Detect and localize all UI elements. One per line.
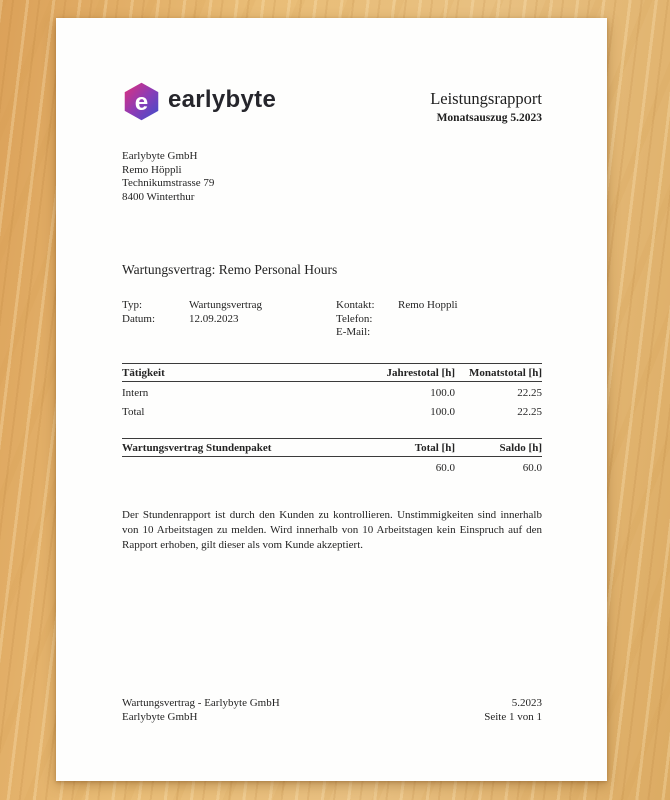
logo-monogram: e [134,89,149,117]
page-header [122,82,542,124]
field-datum [122,313,336,327]
activity-row-total [122,401,542,420]
page-footer [122,697,542,724]
package-table-header [122,439,542,457]
meta-fields [122,299,542,340]
cell-package-name [122,462,335,474]
cell-monatstotal: 22.25 [517,386,542,399]
footer-page-number: Seite 1 von 1 [484,710,542,723]
cell-activity: Total [122,405,145,418]
footer-company: Earlybyte GmbH [122,710,198,723]
activity-table [122,363,542,420]
activity-table-header [122,364,542,382]
field-datum-value: 12.09.2023 [189,312,239,325]
report-page [56,18,607,781]
activity-col-jahrestotal: Jahrestotal [h] [386,366,455,379]
brand-wordmark: earlybyte [168,86,277,113]
sender-company: Earlybyte GmbH [122,150,198,162]
field-email [336,326,542,340]
earlybyte-logo [122,82,276,121]
activity-row-intern [122,382,542,401]
activity-col-monatstotal: Monatstotal [h] [468,366,542,379]
sender-street: Technikumstrasse 79 [122,177,215,189]
meta-fields-right [336,299,542,340]
sender-person: Remo Höppli [122,163,182,176]
package-col-total: Total [h] [414,441,455,454]
sender-address [122,150,542,204]
package-table [122,438,542,476]
cell-package-total: 60.0 [435,461,455,474]
field-typ-value: Wartungsvertrag [189,299,263,311]
cell-package-saldo: 60.0 [522,461,542,474]
field-email-label: E-Mail: [336,326,371,338]
footer-right [484,697,542,724]
field-typ [122,299,336,313]
field-telefon-label: Telefon: [336,312,373,325]
sender-city: 8400 Winterthur [122,190,195,203]
footer-left [122,697,280,724]
footer-contract: Wartungsvertrag - Earlybyte GmbH [122,697,280,709]
meta-fields-left [122,299,336,340]
cell-jahrestotal: 100.0 [430,405,455,418]
cell-activity: Intern [122,386,149,399]
field-kontakt-label: Kontakt: [336,299,375,311]
activity-col-taetigkeit: Tätigkeit [122,366,165,379]
field-typ-label: Typ: [122,299,143,311]
field-kontakt [336,299,542,313]
field-kontakt-value: Remo Hoppli [398,299,458,311]
cell-jahrestotal: 100.0 [430,386,455,399]
package-col-saldo: Saldo [h] [499,441,542,454]
report-title-block [430,82,542,124]
cell-monatstotal: 22.25 [517,405,542,418]
package-row [122,457,542,476]
contract-title: Wartungsvertrag: Remo Personal Hours [122,262,338,277]
field-datum-label: Datum: [122,312,155,325]
earlybyte-hexagon-icon [122,82,161,121]
report-subtitle: Monatsauszug 5.2023 [436,112,542,124]
report-title: Leistungsrapport [430,89,542,108]
control-note: Der Stundenrapport ist durch den Kunden zu kontrollieren. Unstimmigkeiten sind innerhalb von 10 Arbeitstagen zu melden. Wird innerhalb von 10 Arbeitstagen kein Einspruch auf den Rapport erhoben, gilt dieser als vom Kunde akzeptiert. [122,509,542,551]
package-col-name: Wartungsvertrag Stundenpaket [122,441,272,454]
field-telefon [336,313,542,327]
footer-period: 5.2023 [511,697,542,709]
